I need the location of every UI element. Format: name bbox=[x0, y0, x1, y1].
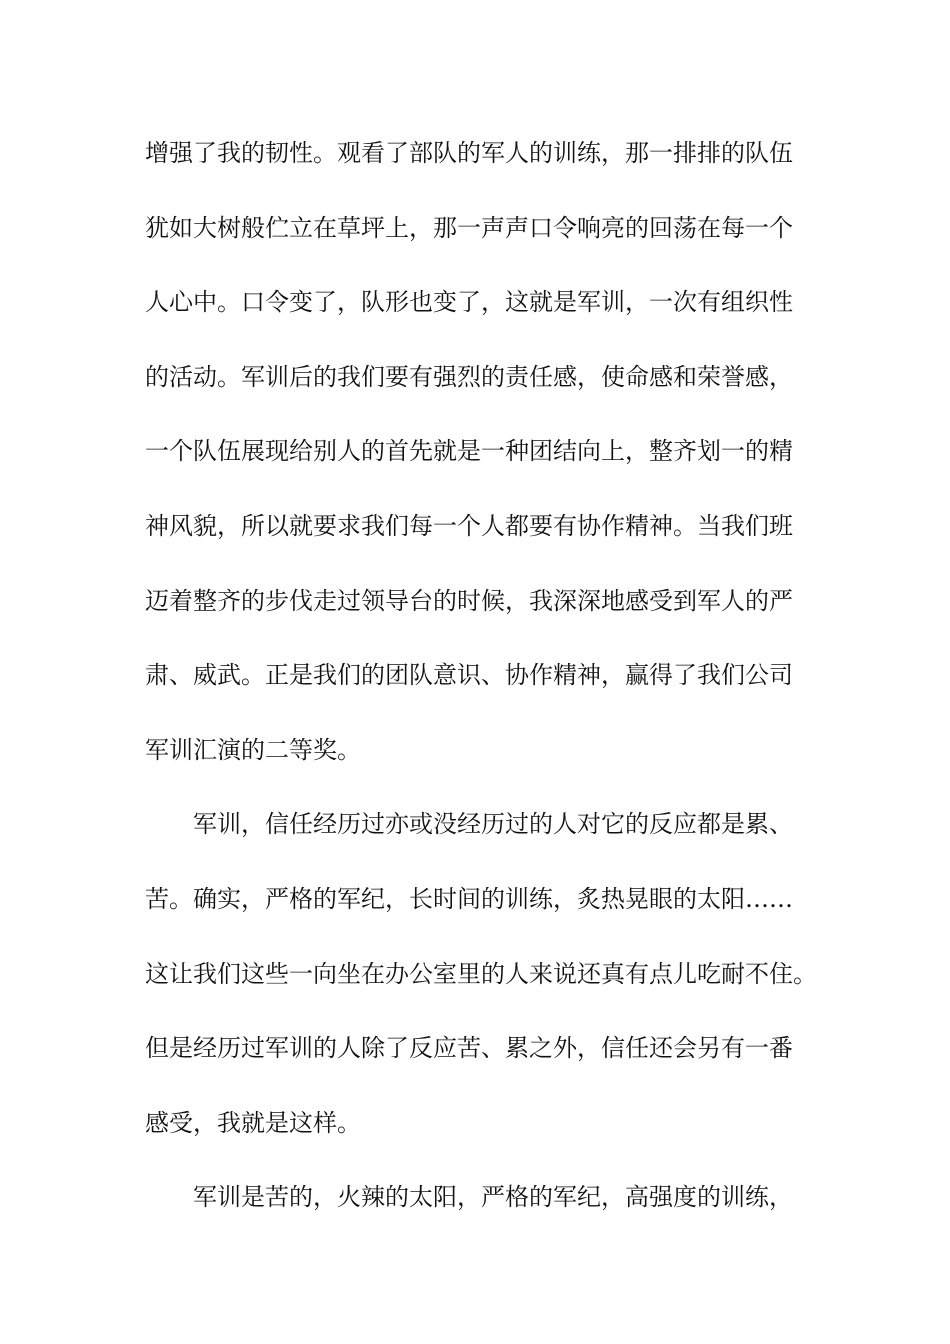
text-line: 犹如大树般伫立在草坪上，那一声声口令响亮的回荡在每一个 bbox=[145, 213, 793, 242]
text-line: 但是经历过军训的人除了反应苦、累之外，信任还会另有一番 bbox=[145, 1034, 793, 1063]
text-line: 的活动。军训后的我们要有强烈的责任感，使命感和荣誉感， bbox=[145, 362, 793, 391]
paragraph-first-line: 军训，信任经历过亦或没经历过的人对它的反应都是累、 bbox=[193, 810, 793, 839]
document-body bbox=[145, 128, 825, 1247]
text-line: 迈着整齐的步伐走过领导台的时候，我深深地感受到军人的严 bbox=[145, 586, 793, 615]
text-line: 这让我们这些一向坐在办公室里的人来说还真有点儿吃耐不住。 bbox=[145, 959, 817, 988]
text-line: 感受，我就是这样。 bbox=[145, 1108, 361, 1137]
text-line: 肃、威武。正是我们的团队意识、协作精神，赢得了我们公司 bbox=[145, 661, 793, 690]
text-line: 军训汇演的二等奖。 bbox=[145, 735, 361, 764]
paragraph-first-line: 军训是苦的，火辣的太阳，严格的军纪，高强度的训练， bbox=[193, 1183, 793, 1212]
text-line: 一个队伍展现给别人的首先就是一种团结向上，整齐划一的精 bbox=[145, 437, 793, 466]
text-line: 人心中。口令变了，队形也变了，这就是军训，一次有组织性 bbox=[145, 288, 793, 317]
text-line: 神风貌，所以就要求我们每一个人都要有协作精神。当我们班 bbox=[145, 511, 793, 540]
text-line: 苦。确实，严格的军纪，长时间的训练，炙热晃眼的太阳…… bbox=[145, 884, 793, 913]
text-line: 增强了我的韧性。观看了部队的军人的训练，那一排排的队伍 bbox=[145, 139, 793, 167]
